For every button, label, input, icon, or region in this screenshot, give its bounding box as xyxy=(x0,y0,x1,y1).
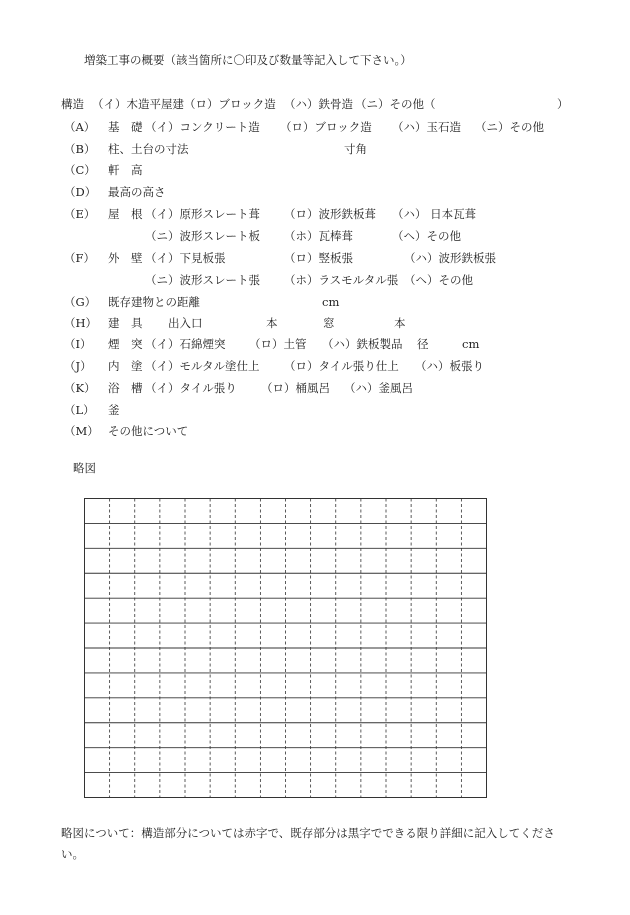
row-label: 軒 高 xyxy=(108,163,143,177)
row-option: （ニ）その他 xyxy=(475,120,544,134)
structure-label: 構造 xyxy=(61,97,84,111)
row-option: 寸角 xyxy=(344,142,367,156)
row-code: （E） xyxy=(64,207,96,221)
row-code: （L） xyxy=(64,403,95,417)
row-label: 内 塗 xyxy=(108,359,143,373)
row-label: 建 具 xyxy=(108,316,143,330)
row-option: 本 xyxy=(394,316,406,330)
row-label: 柱、土台の寸法 xyxy=(108,142,189,156)
row-label: 釜 xyxy=(108,403,120,417)
sketch-note: 略図について：構造部分については赤字で、既存部分は黒字でできる限り詳細に記入してくださ xyxy=(61,826,555,840)
row-option: （ロ）タイル張り仕上 xyxy=(284,359,399,373)
row-option: （イ）コンクリート造 xyxy=(145,120,260,134)
row-option: （イ）原形スレート葺 xyxy=(145,207,260,221)
row-code: （F） xyxy=(64,251,95,265)
row-option: （ロ）土管 xyxy=(249,337,307,351)
row-option: （ニ）波形スレート張 xyxy=(145,273,260,287)
row-option: （ハ）鉄板製品 xyxy=(322,337,403,351)
structure-option: （ロ）ブロック造 xyxy=(184,97,276,111)
row-code: （I） xyxy=(64,337,92,351)
row-option: （ホ）瓦棒葺 xyxy=(284,229,353,243)
row-code: （M） xyxy=(64,424,99,438)
row-label: 既存建物との距離 xyxy=(108,295,200,309)
row-label: 基 礎 xyxy=(108,120,143,134)
row-option: （イ）石綿煙突 xyxy=(145,337,226,351)
row-label: その他について xyxy=(108,424,189,438)
row-code: （J） xyxy=(64,359,92,373)
row-label: 煙 突 xyxy=(108,337,143,351)
row-option: （ニ）波形スレート板 xyxy=(145,229,260,243)
row-option: （ハ）波形鉄板張 xyxy=(404,251,496,265)
row-code: （D） xyxy=(64,185,97,199)
form-title: 増築工事の概要（該当箇所に〇印及び数量等記入して下さい。） xyxy=(84,53,412,67)
row-option: （ハ）玉石造 xyxy=(392,120,461,134)
row-option: 窓 xyxy=(323,316,335,330)
row-label: 屋 根 xyxy=(108,207,143,221)
row-option: （ヘ）その他 xyxy=(392,229,461,243)
sketch-label: 略図 xyxy=(73,461,96,475)
sketch-grid[interactable] xyxy=(84,498,487,798)
row-option: （イ）モルタル塗仕上 xyxy=(145,359,260,373)
row-option: （ハ）釜風呂 xyxy=(344,381,413,395)
structure-close-paren: ） xyxy=(557,97,569,111)
row-option: 径 xyxy=(417,337,429,351)
row-option: （ロ）波形鉄板葺 xyxy=(284,207,376,221)
row-option: （ロ）竪板張 xyxy=(284,251,353,265)
sketch-note-continued: い。 xyxy=(61,847,84,861)
row-code: （G） xyxy=(64,295,97,309)
row-option: 出入口 xyxy=(168,316,203,330)
row-option: （ヘ）その他 xyxy=(404,273,473,287)
row-code: （C） xyxy=(64,163,96,177)
row-code: （A） xyxy=(64,120,96,134)
row-option: （イ）タイル張り xyxy=(145,381,237,395)
row-option: 本 xyxy=(266,316,278,330)
structure-option: （ニ）その他（ xyxy=(355,97,436,111)
row-option: cm xyxy=(462,337,480,351)
row-code: （H） xyxy=(64,316,98,330)
row-option: （ロ）桶風呂 xyxy=(261,381,330,395)
row-code: （K） xyxy=(64,381,96,395)
row-option: （ハ） 日本瓦葺 xyxy=(392,207,477,221)
row-label: 外 壁 xyxy=(108,251,143,265)
row-option: cm xyxy=(322,295,340,309)
structure-option: （イ）木造平屋建 xyxy=(92,97,184,111)
row-option: （ホ）ラスモルタル張 xyxy=(284,273,399,287)
row-code: （B） xyxy=(64,142,96,156)
row-option: （イ）下見板張 xyxy=(145,251,226,265)
row-option: （ハ）板張り xyxy=(415,359,484,373)
structure-option: （ハ）鉄骨造 xyxy=(284,97,353,111)
row-label: 浴 槽 xyxy=(108,381,143,395)
row-label: 最高の高さ xyxy=(108,185,166,199)
row-option: （ロ）ブロック造 xyxy=(280,120,372,134)
